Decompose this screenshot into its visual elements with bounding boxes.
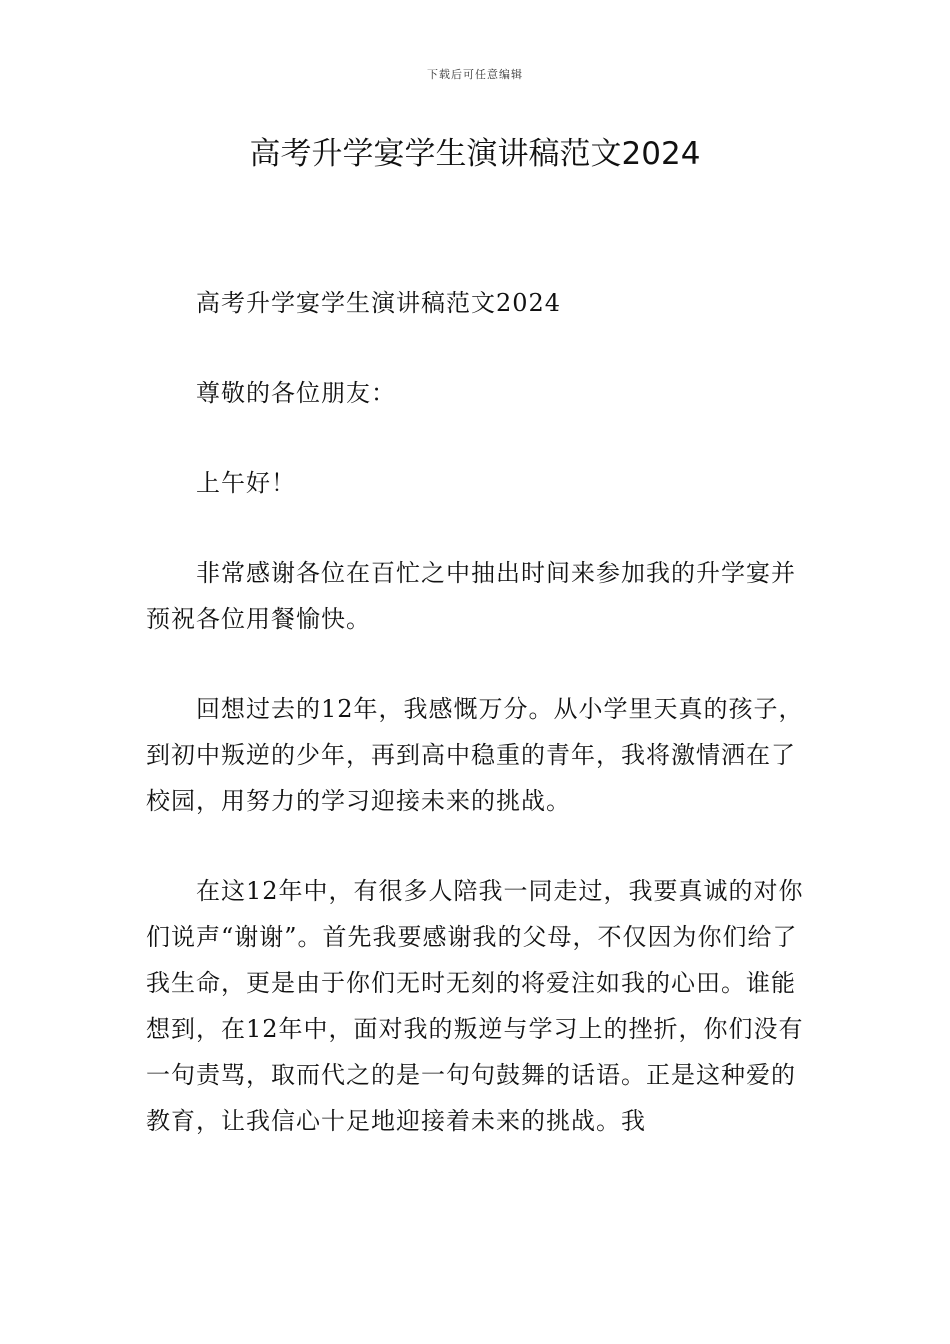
paragraph-reflection: 回想过去的12年，我感慨万分。从小学里天真的孩子，到初中叛逆的少年，再到高中稳重的青年，我将激情洒在了校园，用努力的学习迎接未来的挑战。 xyxy=(146,695,804,815)
paragraph-thanks: 非常感谢各位在百忙之中抽出时间来参加我的升学宴并预祝各位用餐愉快。 xyxy=(146,559,796,633)
document-body xyxy=(146,280,810,1188)
paragraph-greeting: 上午好！ xyxy=(196,469,296,497)
document-title: 高考升学宴学生演讲稿范文2024 xyxy=(249,136,701,172)
paragraph-subtitle: 高考升学宴学生演讲稿范文2024 xyxy=(196,289,562,317)
header-note: 下载后可任意编辑 xyxy=(427,68,523,81)
paragraph-salutation: 尊敬的各位朋友： xyxy=(196,379,396,407)
paragraph-gratitude: 在这12年中，有很多人陪我一同走过，我要真诚的对你们说声“谢谢”。首先我要感谢我的父母，不仅因为你们给了我生命，更是由于你们无时无刻的将爱注如我的心田。谁能想到，在12年中，面对我的叛逆与学习上的挫折，你们没有一句责骂，取而代之的是一句句鼓舞的话语。正是这种爱的教育，让我信心十足地迎接着未来的挑战。我 xyxy=(146,877,804,1135)
